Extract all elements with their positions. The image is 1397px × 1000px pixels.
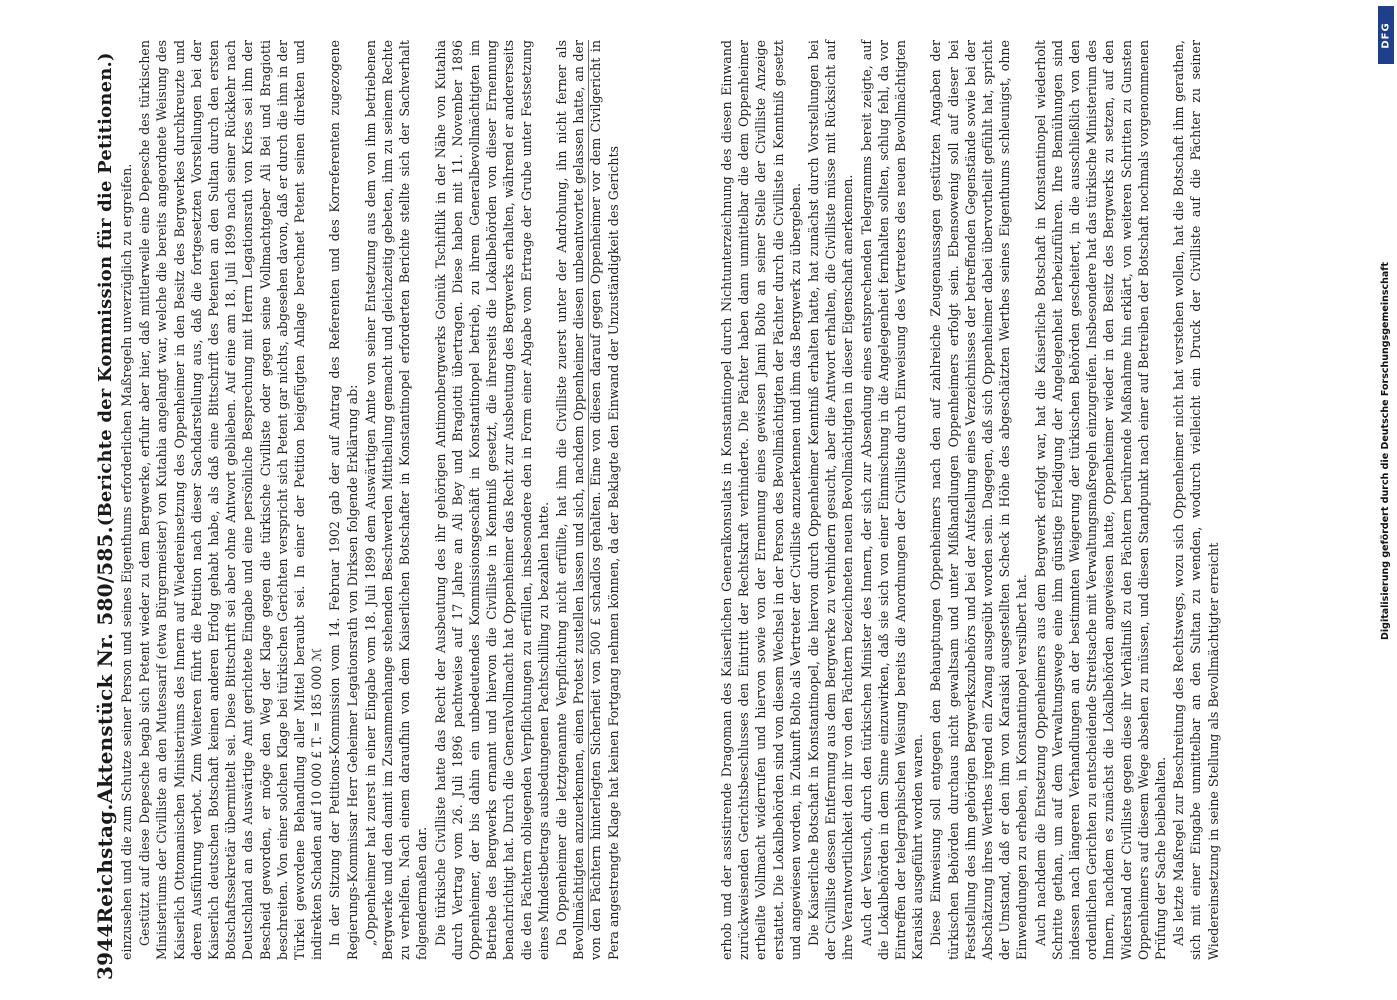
document-reference: Aktenstück Nr. 580/585. bbox=[93, 526, 117, 804]
paragraph: Diese Einweisung soll entgegen den Behauptungen Oppenheimers nach den auf zahlreiche Zeugenaussagen gestützten Angaben der türkischen Behörden durchaus nicht gewaltsam und unter Mißhandlungen Oppenheimers erfolgt sein. Ebensowenig soll auf dieser bei Feststellung des ihm gehörigen Bergwerkszubehörs und bei der Aufstellung eines Verzeichnisses der betreffenden Gegenstände sowie bei der Abschätzung ihres Werthes irgend ein Zwang ausgeübt worden sein. Dagegen, daß sich Oppenheimer dabei übervortheilt gefühlt hat, spricht der Umstand, daß er den ihm von Karaiski ausgestellten Scheck in Höhe des abgeschätzten Werthes seines Eigenthums schleunigst, ohne Einwendungen zu erheben, in Konstantinopel versilbert hat. bbox=[928, 40, 1030, 960]
text-column-right bbox=[718, 40, 1278, 960]
publication-name: Reichstag. bbox=[93, 803, 117, 924]
dfg-logo-text: DFG bbox=[1380, 21, 1392, 49]
paragraph: Als letzte Maßregel zur Beschreitung des Rechtswegs, wozu sich Oppenheimer nicht hat verstehen wollen, hat die Botschaft ihm gerathen, sich mit einer Eingabe unmittelbar an den Sultan zu wenden, wodurch vielleicht ein Druck der Civilliste auf die Pächter zu seiner Wiedereinsetzung in seine Stellung als Bevollmächtigter erreicht bbox=[1171, 40, 1221, 960]
paragraph: Auch nachdem die Entsetzung Oppenheimers aus dem Bergwerk erfolgt war, hat die Kaiserliche Botschaft in Konstantinopel wiederholt Schritte gethan, um auf dem Verwaltungswege eine ihm günstige Erledigung der Angelegenheit herbeizuführen. Ihre Bemühungen sind indessen nach längeren Verhandlungen an der bestimmten Weigerung der türkischen Behörden gescheitert, in die ausschließlich von den ordentlichen Gerichten zu entscheidende Streitsache mit Verwaltungsmaßregeln einzugreifen. Insbesondere hat das türkische Ministerium des Innern, nachdem es zunächst die Lokalbehörden angewiesen hatte, Oppenheimer wieder in den Besitz des Bergwerks zu setzen, auf den Widerstand der Civilliste gegen diese ihr Verhältniß zu den Pächtern berührende Maßnahme hin erklärt, von weiteren Schritten zu Gunsten Oppenheimers auf diesem Wege absehen zu müssen, und diesen Standpunkt nach einer auf Betreiben der Botschaft nochmals vorgenommenen Prüfung der Sache beibehalten. bbox=[1032, 40, 1169, 960]
credit-text: Digitalisierung gefördert durch die Deutsche Forschungsgemeinschaft bbox=[1380, 262, 1391, 640]
paragraph: In der Sitzung der Petitions-Kommission vom 14. Februar 1902 gab der auf Antrag des Referenten und des Korreferenten zugezogene Regierungs-Kommissar Herr Geheimer Legationsrath von Dirksen folgende Erklärung ab: bbox=[327, 40, 360, 960]
page-body-right bbox=[118, 40, 1308, 960]
page-number: 3944 bbox=[93, 923, 117, 980]
dfg-logo bbox=[1378, 6, 1394, 64]
section-title: (Berichte der Kommission für die Petitionen.) bbox=[94, 52, 116, 527]
digitization-credit bbox=[1375, 0, 1397, 1000]
paragraph: Die türkische Civilliste hatte das Recht der Ausbeutung des ihr gehörigen Antimonbergwerks Goinük Tschiftlik in der Nähe von Kutahia durch Vertrag vom 26. Juli 1896 pachtweise auf 17 Jahre an Ali Bey und Bragiotti übertragen. Diese haben mit 11. November 1896 Oppenheimer, der bis dahin ein unbedeutendes Kommissionsgeschäft in Konstantinopel betrieb, zu ihrem Generalbevollmächtigten im Betriebe des Bergwerks ernannt und hiervon die Civilliste in Kenntniß gesetzt, die ihrerseits die Lokalbehörden von dieser Ernennung benachrichtigt hat. Durch die Generalvollmacht hat Oppenheimer das Recht zur Ausbeutung des Bergwerks erhalten, während er andererseits die den Pächtern obliegenden Verpflichtungen zu erfüllen, insbesondere den in Form einer Abgabe vom Ertrage der Grube unter Festsetzung eines Mindestbetrags ausbedungenen Pachtschilling zu bezahlen hatte. bbox=[432, 40, 551, 960]
paragraph: „Oppenheimer hat zuerst in einer Eingabe vom 18. Juli 1899 dem Auswärtigen Amte von seiner Entsetzung aus dem von ihm betriebenen Bergwerke und den damit im Zusammenhange stehenden Beschwerden Mittheilung gemacht und gleichzeitig gebeten, ihm zu seinem Rechte zu verhelfen. Nach einem daraufhin von dem Kaiserlichen Botschafter in Konstantinopel erforderten Berichte stellte sich der Sachverhalt folgendermaßen dar. bbox=[362, 40, 430, 960]
paragraph: Da Oppenheimer die letztgenannte Verpflichtung nicht erfüllte, hat ihm die Civilliste zuerst unter der Androhung, ihn nicht ferner als Bevollmächtigten anzuerkennen, einen Protest zustellen lassen und sich, nachdem Oppenheimer diesen unbeantwortet gelassen hatte, an der von den Pächtern hinterlegten Sicherheit von 500 £ schadlos gehalten. Eine von diesen darauf gegen Oppenheimer vor dem Civilgericht in Pera angestrengte Klage hat keinen Fortgang nehmen können, da der Beklagte den Einwand der Unzuständigkeit des Gerichts bbox=[554, 40, 621, 960]
paragraph: einzusehen und die zum Schutze seiner Person und seines Eigenthums erforderlichen Maßregeln unverzüglich zu ergreifen. bbox=[119, 163, 134, 960]
paragraph: Gestützt auf diese Depesche begab sich Petent wieder zu dem Bergwerke, erfuhr aber hier, daß mittlerweile eine Depesche des türkischen Ministeriums der Civilliste an den Mutessarif (etwa Bürgermeister) von Kutahia angelangt war, welche die bereits angeordnete Weisung des Kaiserlich Ottomanischen Ministeriums des Innern auf Wiedereinsetzung des Oppenheimer in den Besitz des Bergwerkes durchkreuzte und deren Ausführung verbot. Zum Weiteren führt die Petition nach dieser Sachdarstellung aus, daß die fortgesetzten Vorstellungen bei der Kaiserlich deutschen Botschaft keinen anderen Erfolg gehabt habe, als daß eine Bittschrift des Petenten an den Sultan durch den ersten Botschaftssekretär übermittelt sei. Diese Bittschrift sei aber ohne Antwort geblieben. Auf eine am 18. Juli 1899 nach seiner Rückkehr nach Deutschland an das Auswärtige Amt gerichtete Eingabe und eine persönliche Besprechung mit Herrn Legationsrath von Kries sei ihm der Bescheid geworden, er möge den Weg der Klage gegen die türkische Civilliste oder gegen seine Vollmachtgeber Ali Bei und Bragiotti beschreiten. Von einer solchen Klage bei türkischen Gerichten verspricht sich Petent gar nichts, abgesehen davon, daß er durch die ihm in der Türkei gewordene Behandlung aller Mittel beraubt sei. In einer der Petition beigefügten Anlage berechnet Petent seinen direkten und indirekten Schaden auf 10 000 £ T. = 185 000 ℳ bbox=[137, 40, 325, 960]
paragraph: erhob und der assistirende Dragoman des Kaiserlichen Generalkonsulats in Konstantinopel durch Nichtunterzeichnung des diesen Einwand zurückweisenden Gerichtsbeschlusses den Eintritt der Rechtskraft verhinderte. Die Pächter haben dann unmittelbar die dem Oppenheimer ertheilte Vollmacht widerrufen und hiervon sowie von der Ernennung eines gewissen Janni Bolto an seiner Stelle der Civilliste Anzeige erstattet. Die Lokalbehörden sind von diesem Wechsel in der Person des Bevollmächtigten der Pächter durch die Civilliste in Kenntniß gesetzt und angewiesen worden, in Zukunft Bolto als Vertreter der Civilliste anzuerkennen und ihm das Bergwerk zu übergeben. bbox=[719, 40, 803, 960]
paragraph: Die Kaiserliche Botschaft in Konstantinopel, die hiervon durch Oppenheimer Kenntniß erhalten hatte, hat zunächst durch Vorstellungen bei der Civilliste dessen Entfernung aus dem Bergwerke zu verhindern gesucht, aber die Antwort erhalten, die Civilliste müsse mit Rücksicht auf ihre Verantwortlichkeit den ihr von den Pächtern bezeichneten neuen Bevollmächtigten in dieser Eigenschaft anerkennen. bbox=[806, 40, 856, 960]
paragraph: Auch der Versuch, durch den türkischen Minister des Innern, der sich zur Absendung eines entsprechenden Telegramms bereit zeigte, auf die Lokalbehörden in dem Sinne einzuwirken, daß sie sich von einer Einmischung in die Angelegenheit fernhalten sollten, schlug fehl, da vor Eintreffen der telegraphischen Weisung bereits die Anordnungen der Civilliste durch Einweisung des Vertreters des neuen Bevollmächtigten Karaiski ausgeführt worden waren. bbox=[858, 40, 926, 960]
page-header bbox=[92, 52, 118, 980]
